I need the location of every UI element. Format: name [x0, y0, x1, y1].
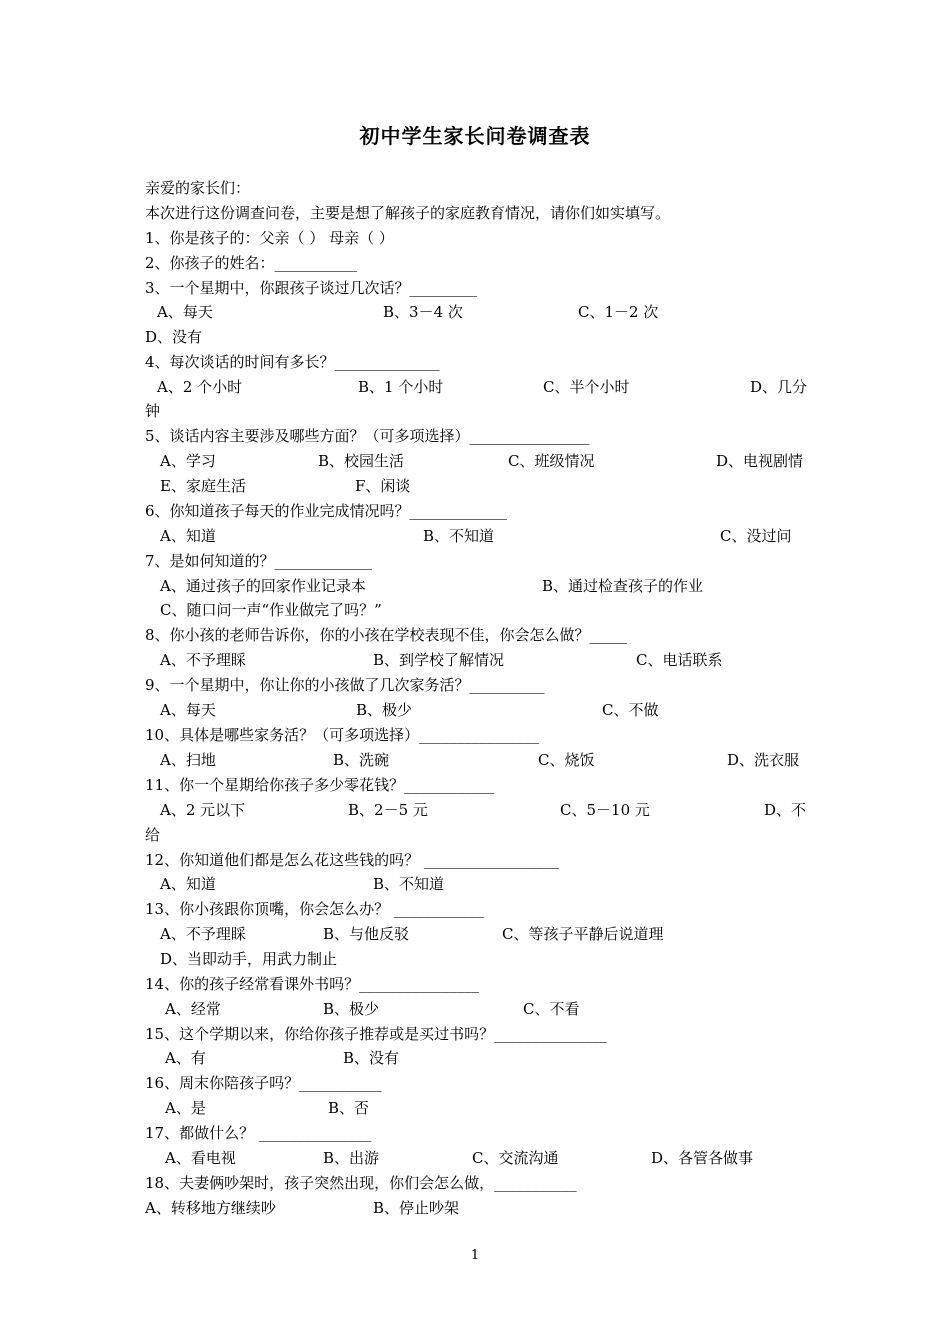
- question-18: 18、夫妻俩吵架时，孩子突然出现，你们会怎么做，___________: [145, 1174, 577, 1192]
- question-17: 17、都做什么？ _______________: [145, 1124, 372, 1142]
- q18-option-a: A、转移地方继续吵: [145, 1199, 276, 1217]
- question-3: 3、一个星期中，你跟孩子谈过几次话？_________: [145, 279, 478, 297]
- q6-option-b: B、不知道: [423, 527, 495, 545]
- q16-option-a: A、是: [165, 1099, 206, 1117]
- intro-text: 本次进行这份调查问卷，主要是想了解孩子的家庭教育情况，请你们如实填写。: [145, 204, 671, 222]
- q10-option-d: D、洗衣服: [727, 751, 800, 769]
- q10-option-a: A、扫地: [160, 751, 216, 769]
- q7-option-b: B、通过检查孩子的作业: [542, 577, 704, 595]
- q11-option-a: A、2 元以下: [160, 801, 246, 819]
- question-13: 13、你小孩跟你顶嘴，你会怎么办？ ____________: [145, 900, 484, 918]
- q5-option-c: C、班级情况: [508, 452, 595, 470]
- q5-option-e: E、家庭生活: [160, 477, 246, 495]
- q4-option-a: A、2 个小时: [157, 378, 243, 396]
- q6-option-a: A、知道: [160, 527, 216, 545]
- q8-option-a: A、不予理睬: [160, 651, 246, 669]
- q4-option-d-wrap: 钟: [145, 402, 161, 420]
- q13-option-b: B、与他反驳: [323, 925, 410, 943]
- q5-option-d: D、电视剧情: [716, 452, 804, 470]
- q5-option-b: B、校园生活: [318, 452, 405, 470]
- q14-option-b: B、极少: [323, 1000, 380, 1018]
- page-number: 1: [470, 1248, 480, 1263]
- q8-option-b: B、到学校了解情况: [373, 651, 505, 669]
- q17-option-c: C、交流沟通: [472, 1149, 559, 1167]
- q7-option-a: A、通过孩子的回家作业记录本: [160, 577, 366, 595]
- question-12: 12、你知道他们都是怎么花这些钱的吗？ __________________: [145, 851, 559, 869]
- page-title: 初中学生家长问卷调查表: [359, 124, 591, 148]
- q3-option-b: B、3－4 次: [383, 303, 463, 321]
- q11-option-d: D、不: [764, 801, 807, 819]
- q10-option-b: B、洗碗: [333, 751, 390, 769]
- q17-option-b: B、出游: [323, 1149, 380, 1167]
- question-6: 6、你知道孩子每天的作业完成情况吗？_____________: [145, 502, 508, 520]
- q18-option-b: B、停止吵架: [373, 1199, 460, 1217]
- question-7: 7、是如何知道的？_____________: [145, 552, 373, 570]
- q6-option-c: C、没过问: [720, 527, 792, 545]
- q4-option-b: B、1 个小时: [358, 378, 444, 396]
- q13-option-a: A、不予理睬: [160, 925, 246, 943]
- q12-option-a: A、知道: [160, 875, 216, 893]
- q11-option-b: B、2－5 元: [348, 801, 428, 819]
- q15-option-a: A、有: [165, 1049, 206, 1067]
- question-10: 10、具体是哪些家务活？（可多项选择）________________: [145, 726, 540, 744]
- q12-option-b: B、不知道: [373, 875, 445, 893]
- q9-option-a: A、每天: [160, 701, 216, 719]
- q9-option-b: B、极少: [356, 701, 413, 719]
- q17-option-a: A、看电视: [165, 1149, 236, 1167]
- q13-option-d: D、当即动手，用武力制止: [160, 950, 338, 968]
- q7-option-c: C、随口问一声“作业做完了吗？”: [160, 601, 382, 619]
- question-1: 1、你是孩子的：父亲（ ） 母亲（ ）: [145, 229, 394, 247]
- question-16: 16、周末你陪孩子吗？___________: [145, 1074, 382, 1092]
- q3-option-c: C、1－2 次: [578, 303, 659, 321]
- q5-option-f: F、闲谈: [355, 477, 411, 495]
- q3-option-a: A、每天: [157, 303, 213, 321]
- q11-option-c: C、5－10 元: [560, 801, 650, 819]
- question-8: 8、你小孩的老师告诉你，你的小孩在学校表现不佳，你会怎么做？_____: [145, 626, 628, 644]
- q9-option-c: C、不做: [602, 701, 659, 719]
- q16-option-b: B、否: [328, 1099, 370, 1117]
- question-4: 4、每次谈话的时间有多长？______________: [145, 353, 440, 371]
- q4-option-d: D、几分: [750, 378, 808, 396]
- q10-option-c: C、烧饭: [538, 751, 595, 769]
- q8-option-c: C、电话联系: [636, 651, 723, 669]
- q15-option-b: B、没有: [343, 1049, 400, 1067]
- q17-option-d: D、各管各做事: [651, 1149, 754, 1167]
- q5-option-a: A、学习: [160, 452, 216, 470]
- question-14: 14、你的孩子经常看课外书吗？________________: [145, 975, 480, 993]
- greeting: 亲爱的家长们：: [145, 179, 251, 197]
- question-2: 2、你孩子的姓名：___________: [145, 254, 358, 272]
- question-5: 5、谈话内容主要涉及哪些方面？（可多项选择）________________: [145, 427, 590, 445]
- question-15: 15、这个学期以来，你给你孩子推荐或是买过书吗？_______________: [145, 1025, 607, 1043]
- question-11: 11、你一个星期给你孩子多少零花钱？____________: [145, 776, 495, 794]
- q13-option-c: C、等孩子平静后说道理: [502, 925, 664, 943]
- q11-option-d-wrap: 给: [145, 826, 161, 844]
- q3-option-d: D、没有: [145, 328, 203, 346]
- q14-option-a: A、经常: [165, 1000, 221, 1018]
- q14-option-c: C、不看: [523, 1000, 580, 1018]
- q4-option-c: C、半个小时: [543, 378, 630, 396]
- question-9: 9、一个星期中，你让你的小孩做了几次家务活？__________: [145, 676, 545, 694]
